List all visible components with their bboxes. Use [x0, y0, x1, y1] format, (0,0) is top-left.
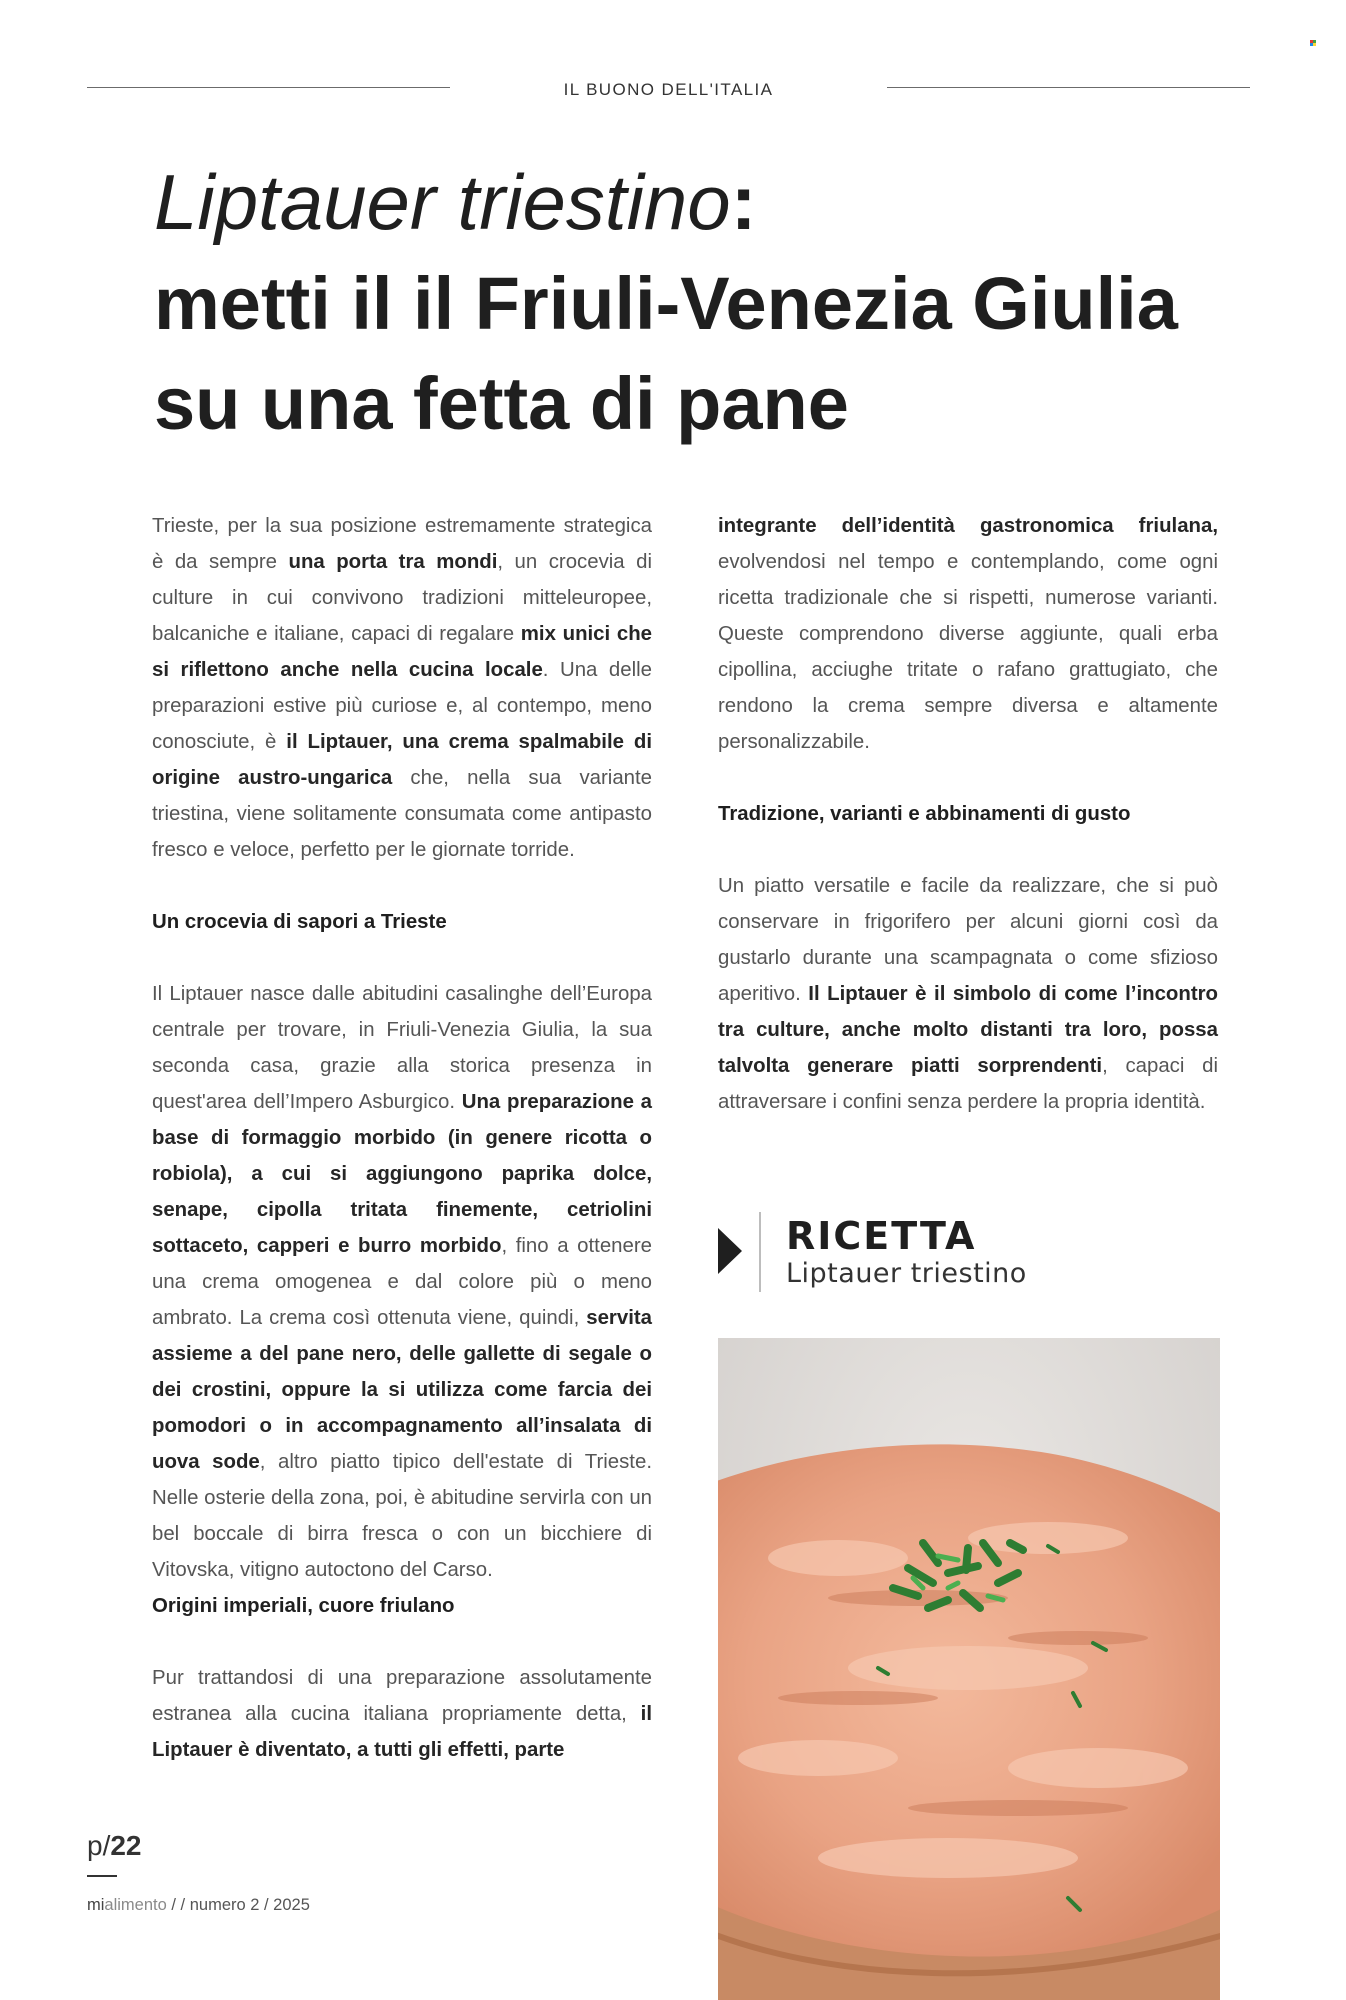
brand-part-1: mi	[87, 1896, 105, 1914]
bold-text: una porta tra mondi	[288, 551, 498, 573]
section-label: IL BUONO DELL'ITALIA	[563, 80, 774, 99]
title-italic-text: Liptauer triestino	[154, 158, 731, 246]
text-run: . Una delle preparazioni estive più curiose e, al contempo, meno conosciute, è	[152, 659, 653, 753]
right-subheading-1: Tradizione, varianti e abbinamenti di gusto	[718, 803, 1131, 825]
page-number-rule	[87, 1875, 117, 1877]
header-rule-right	[887, 87, 1250, 88]
text-run: , altro piatto tipico dell'estate di Trieste. Nelle osterie della zona, poi, è abitudine servirla con un bel boccale di birra fresca o con un bicchiere di Vitovska, vitigno autoctono del Carso.	[152, 1451, 652, 1581]
bold-text: il Liptauer, una crema spalmabile di origine austro-ungarica	[152, 731, 652, 789]
article-title	[154, 150, 1264, 454]
left-paragraph-2	[152, 976, 652, 1588]
footer-issue	[87, 1896, 310, 1915]
bold-text: Il Liptauer è il simbolo di come l’incontro tra culture, anche molto distanti tra loro, possa talvolta generare piatti sorprendenti	[718, 983, 1218, 1077]
bold-text: integrante dell’identità gastronomica friulana,	[718, 515, 1218, 537]
liptauer-photo	[718, 1338, 1220, 2000]
page-number-value: 22	[110, 1830, 142, 1861]
left-paragraph-3	[152, 1660, 652, 1768]
bold-text: il Liptauer è diventato, a tutti gli effetti, parte	[152, 1703, 652, 1761]
left-subheading-2: Origini imperiali, cuore friulano	[152, 1595, 455, 1617]
title-line-1	[154, 150, 1264, 254]
text-run: evolvendosi nel tempo e contemplando, come ogni ricetta tradizionale che si rispetti, numerose varianti. Queste comprendono diverse aggiunte, quali erba cipollina, acciughe tritate o rafano grattugiato, che rendono la crema sempre diversa e altamente personalizzabile.	[718, 551, 1218, 753]
title-colon: :	[730, 158, 757, 246]
left-paragraph-1	[152, 508, 652, 868]
bold-text: mix unici che si riflettono anche nella cucina locale	[152, 623, 653, 681]
text-run: Un piatto versatile e facile da realizzare, che si può conservare in frigorifero per alcuni giorni così da gustarlo durante una scampagnata o come sfizioso aperitivo.	[718, 875, 1218, 1005]
text-run: , fino a ottenere una crema omogenea e dal colore più o meno ambrato. La crema così ottenuta viene, quindi,	[152, 1235, 652, 1329]
right-column	[718, 508, 1218, 1120]
left-column	[152, 508, 652, 1768]
text-run: , un crocevia di culture in cui convivono tradizioni mitteleuropee, balcaniche e italiane, capaci di regalare	[152, 551, 653, 645]
text-run: Il Liptauer nasce dalle abitudini casalinghe dell’Europa centrale per trovare, in Friuli-Venezia Giulia, la sua seconda casa, grazie alla storica presenza in quest'area dell’Impero Asburgico.	[152, 983, 652, 1113]
title-line-3: su una fetta di pane	[154, 362, 849, 445]
recipe-name: Liptauer triestino	[786, 1258, 1027, 1289]
header-rule-left	[87, 87, 450, 88]
bold-text: servita assieme a del pane nero, delle gallette di segale o dei crostini, oppure la si utilizza come farcia dei pomodori o in accompagnamento all’insalata di uova sode	[152, 1307, 652, 1473]
issue-text: / / numero 2 / 2025	[166, 1896, 310, 1914]
right-paragraph-2	[718, 868, 1218, 1120]
recipe-divider	[759, 1212, 761, 1292]
bold-text: Una preparazione a base di formaggio morbido (in genere ricotta o robiola), a cui si aggiungono paprika dolce, senape, cipolla tritata finemente, cetriolini sottaceto, capperi e burro morbido	[152, 1091, 652, 1257]
title-line-2: metti il il Friuli-Venezia Giulia	[154, 262, 1178, 345]
page-prefix: p/	[87, 1830, 111, 1861]
recipe-label: RICETTA	[786, 1214, 977, 1258]
right-paragraph-1	[718, 508, 1218, 760]
text-run: Pur trattandosi di una preparazione assolutamente estranea alla cucina italiana propriamente detta,	[152, 1667, 652, 1725]
text-run: , capaci di attraversare i confini senza perdere la propria identità.	[718, 1055, 1219, 1113]
left-subheading-1: Un crocevia di sapori a Trieste	[152, 911, 447, 933]
brand-part-2: alimento	[104, 1896, 167, 1914]
play-arrow-icon	[718, 1228, 742, 1274]
text-run: che, nella sua variante triestina, viene solitamente consumata come antipasto fresco e veloce, perfetto per le giornate torride.	[152, 767, 653, 861]
text-run: Trieste, per la sua posizione estremamente strategica è da sempre	[152, 515, 652, 573]
corner-color-mark	[1310, 40, 1316, 46]
recipe-header	[718, 1212, 1218, 1292]
page-number	[87, 1830, 142, 1862]
